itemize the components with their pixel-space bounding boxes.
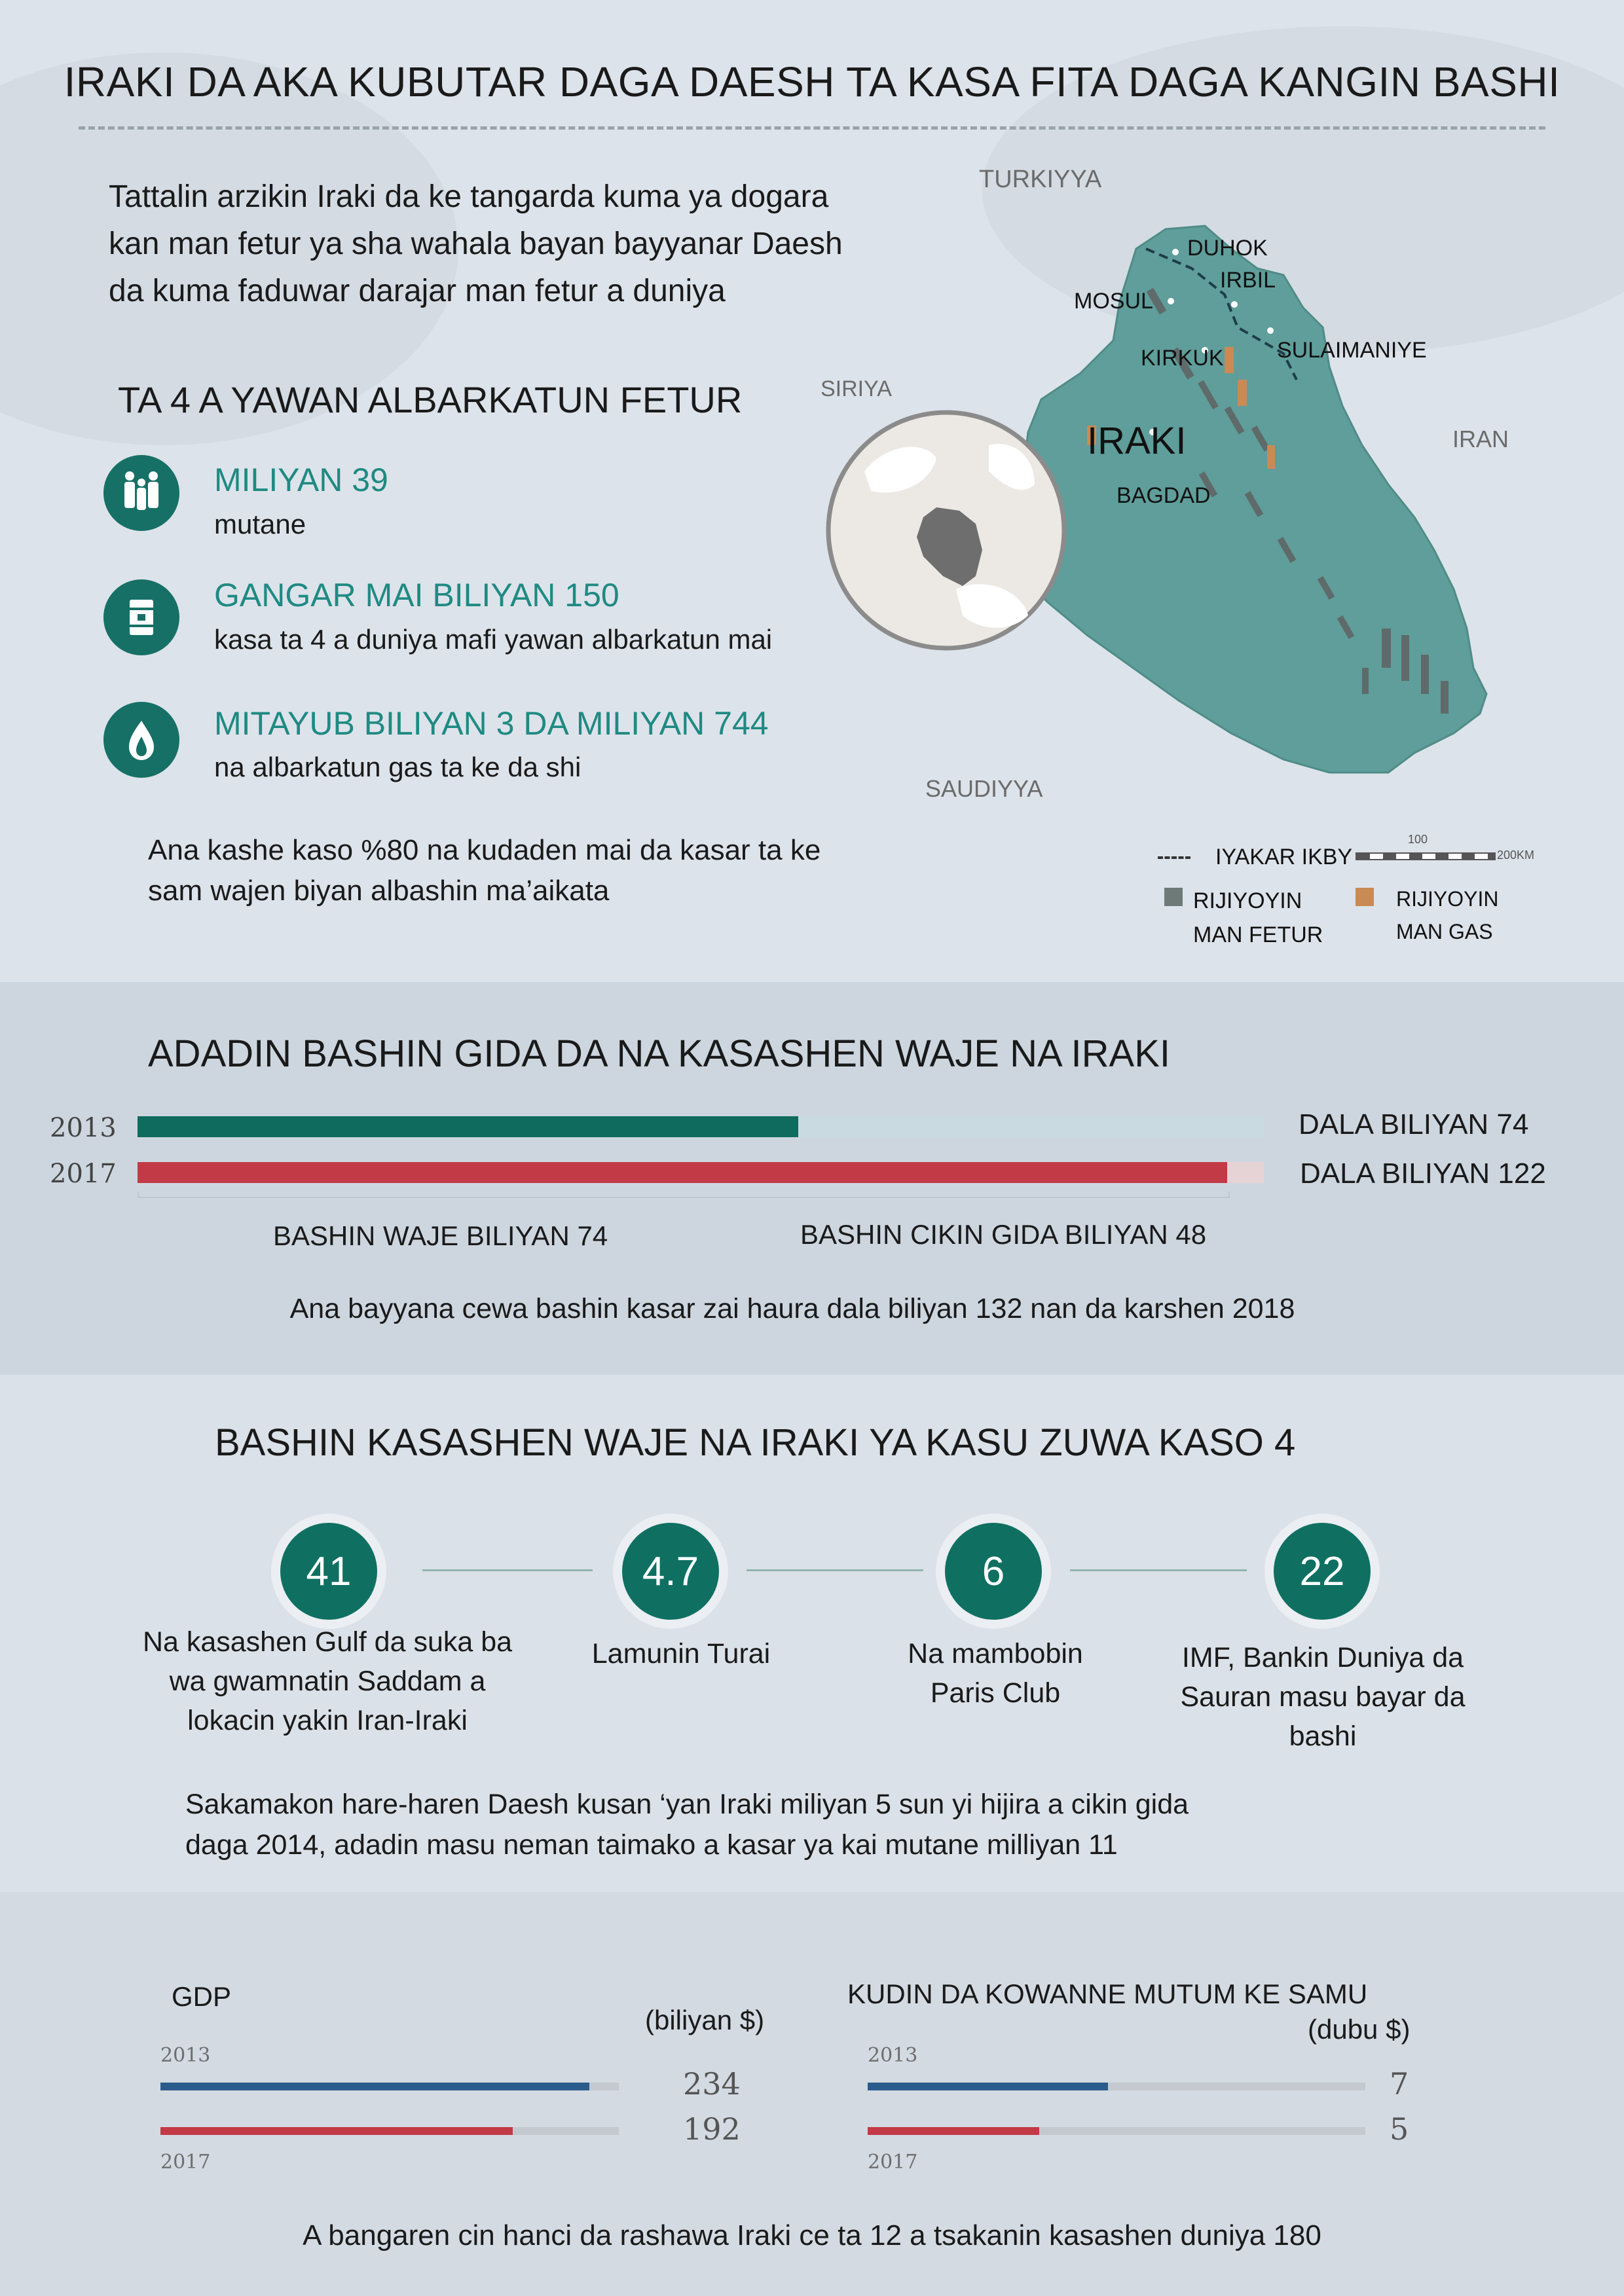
salary-note: [148, 830, 821, 911]
legend-border-swatch: [1158, 856, 1190, 859]
map-city-sulaimaniye: SULAIMANIYE: [1277, 338, 1427, 363]
income-value: 5: [1390, 2111, 1409, 2147]
external-debt-label: BASHIN WAJE BILIYAN 74: [273, 1220, 608, 1251]
connector-line: [747, 1569, 923, 1571]
connector-line: [1070, 1569, 1247, 1571]
map-city-mosul: MOSUL: [1074, 289, 1153, 314]
caption-line: Paris Club: [930, 1677, 1061, 1709]
gdp-bar-2013: [160, 2083, 589, 2090]
scale-label-100: 100: [1408, 833, 1428, 846]
caption-line: Sauran masu bayar da: [1180, 1681, 1466, 1713]
displacement-note: [185, 1784, 1189, 1865]
gdp-year: 2013: [160, 2044, 211, 2067]
gas-flame-icon: [103, 702, 179, 778]
stat-sub: mutane: [214, 509, 306, 539]
creditor-value-circle: 41: [280, 1523, 377, 1620]
map-city-duhok: DUHOK: [1187, 236, 1268, 261]
legend-line: MAN FETUR: [1193, 922, 1323, 947]
title-divider: [79, 126, 1545, 130]
debt-heading: ADADIN BASHIN GIDA DA NA KASASHEN WAJE NA IRAKI: [148, 1032, 1171, 1075]
legend-gas-label: [1396, 883, 1498, 948]
note-line: Sakamakon hare-haren Daesh kusan ‘yan Iraki miliyan 5 sun yi hijira a cikin gida: [185, 1789, 1189, 1820]
map-label-syria: SIRIYA: [821, 376, 892, 401]
gdp-value: 192: [683, 2111, 741, 2147]
note-line: Ana kashe kaso %80 na kudaden mai da kasar ta ke: [148, 834, 821, 866]
page-title: IRAKI DA AKA KUBUTAR DAGA DAESH TA KASA FITA DAGA KANGIN BASHI: [64, 58, 1560, 105]
debt-year: 2017: [50, 1159, 117, 1189]
caption-line: bashi: [1289, 1721, 1357, 1752]
caption-line: Lamunin Turai: [591, 1638, 771, 1669]
resources-heading: TA 4 A YAWAN ALBARKATUN FETUR: [118, 379, 743, 420]
caption-line: wa gwamnatin Saddam a: [169, 1666, 486, 1697]
map-label-iran: IRAN: [1452, 426, 1509, 452]
income-bar-2017: [868, 2127, 1039, 2135]
creditor-caption: [832, 1634, 1159, 1713]
legend-oil-label: [1193, 884, 1323, 952]
income-year: 2017: [868, 2151, 918, 2174]
debt-bar-2013: [138, 1116, 798, 1137]
scale-label-200: 200KM: [1497, 848, 1535, 862]
creditor-value-circle: 22: [1274, 1523, 1371, 1620]
legend-line: RIJIYOYIN: [1396, 887, 1499, 911]
income-value: 7: [1390, 2066, 1409, 2102]
corruption-note: A bangaren cin hanci da rashawa Iraki ce ta 12 a tsakanin kasashen duniya 180: [303, 2219, 1321, 2251]
legend-gas-swatch: [1356, 888, 1374, 906]
map-label-turkey: TURKIYYA: [979, 166, 1102, 193]
income-year: 2013: [868, 2044, 918, 2067]
caption-line: Na kasashen Gulf da suka ba: [142, 1626, 513, 1658]
creditors-heading: BASHIN KASASHEN WAJE NA IRAKI YA KASU ZUWA KASO 4: [215, 1421, 1296, 1464]
map-city-baghdad: BAGDAD: [1116, 483, 1211, 508]
internal-debt-label: BASHIN CIKIN GIDA BILIYAN 48: [800, 1219, 1207, 1250]
creditor-caption: [1133, 1638, 1513, 1756]
intro-text: [109, 173, 843, 315]
debt-note: Ana bayyana cewa bashin kasar zai haura dala biliyan 132 nan da karshen 2018: [289, 1293, 1295, 1324]
map-label-saudi: SAUDIYYA: [925, 775, 1043, 802]
connector-line: [422, 1569, 593, 1571]
note-line: daga 2014, adadin masu neman taimako a kasar ya kai mutane milliyan 11: [185, 1829, 1118, 1861]
gdp-title: GDP: [172, 1981, 232, 2012]
legend-line: RIJIYOYIN: [1193, 888, 1302, 913]
legend-line: MAN GAS: [1396, 920, 1493, 943]
creditor-caption: [517, 1634, 845, 1673]
map-city-irbil: IRBIL: [1220, 268, 1276, 293]
stat-title: MITAYUB BILIYAN 3 DA MILIYAN 744: [214, 705, 769, 742]
income-unit: (dubu $): [1308, 2014, 1411, 2045]
gdp-value: 234: [683, 2066, 741, 2102]
intro-line: Tattalin arzikin Iraki da ke tangarda kuma ya dogara: [109, 179, 829, 214]
creditor-caption: [98, 1622, 557, 1740]
intro-line: kan man fetur ya sha wahala bayan bayyanar Daesh: [109, 227, 843, 261]
caption-line: lokacin yakin Iran-Iraki: [187, 1705, 468, 1736]
stat-title: GANGAR MAI BILIYAN 150: [214, 577, 619, 613]
caption-line: IMF, Bankin Duniya da: [1181, 1642, 1464, 1673]
oil-barrel-icon: [103, 579, 179, 655]
map-label-iraq: IRAKI: [1087, 420, 1187, 462]
scale-bar: [1356, 852, 1496, 860]
debt-value-label: DALA BILIYAN 122: [1300, 1157, 1546, 1190]
creditor-value-circle: 6: [945, 1523, 1042, 1620]
debt-year: 2013: [50, 1113, 117, 1143]
debt-bar-2017: [138, 1162, 1227, 1183]
legend-border-label: IYAKAR IKBY: [1215, 845, 1353, 869]
gdp-unit: (biliyan $): [645, 2005, 765, 2035]
creditor-value-circle: 4.7: [622, 1523, 719, 1620]
legend-oil-swatch: [1164, 888, 1183, 906]
stat-title: MILIYAN 39: [214, 462, 388, 498]
iraq-map: [825, 210, 1572, 812]
income-title: KUDIN DA KOWANNE MUTUM KE SAMU: [847, 1978, 1368, 2009]
debt-bracket: [138, 1192, 1230, 1198]
caption-line: Na mambobin: [908, 1638, 1083, 1669]
stat-sub: kasa ta 4 a duniya mafi yawan albarkatun mai: [214, 624, 773, 655]
note-line: sam wajen biyan albashin ma’aikata: [148, 875, 610, 907]
gdp-bar-2017: [160, 2127, 513, 2135]
income-bar-2013: [868, 2083, 1108, 2090]
stat-sub: na albarkatun gas ta ke da shi: [214, 752, 581, 782]
map-city-kirkuk: KIRKUK: [1141, 346, 1224, 371]
people-icon: [103, 455, 179, 531]
intro-line: da kuma faduwar darajar man fetur a duniya: [109, 274, 726, 308]
gdp-year: 2017: [160, 2151, 211, 2174]
debt-value-label: DALA BILIYAN 74: [1299, 1108, 1529, 1140]
